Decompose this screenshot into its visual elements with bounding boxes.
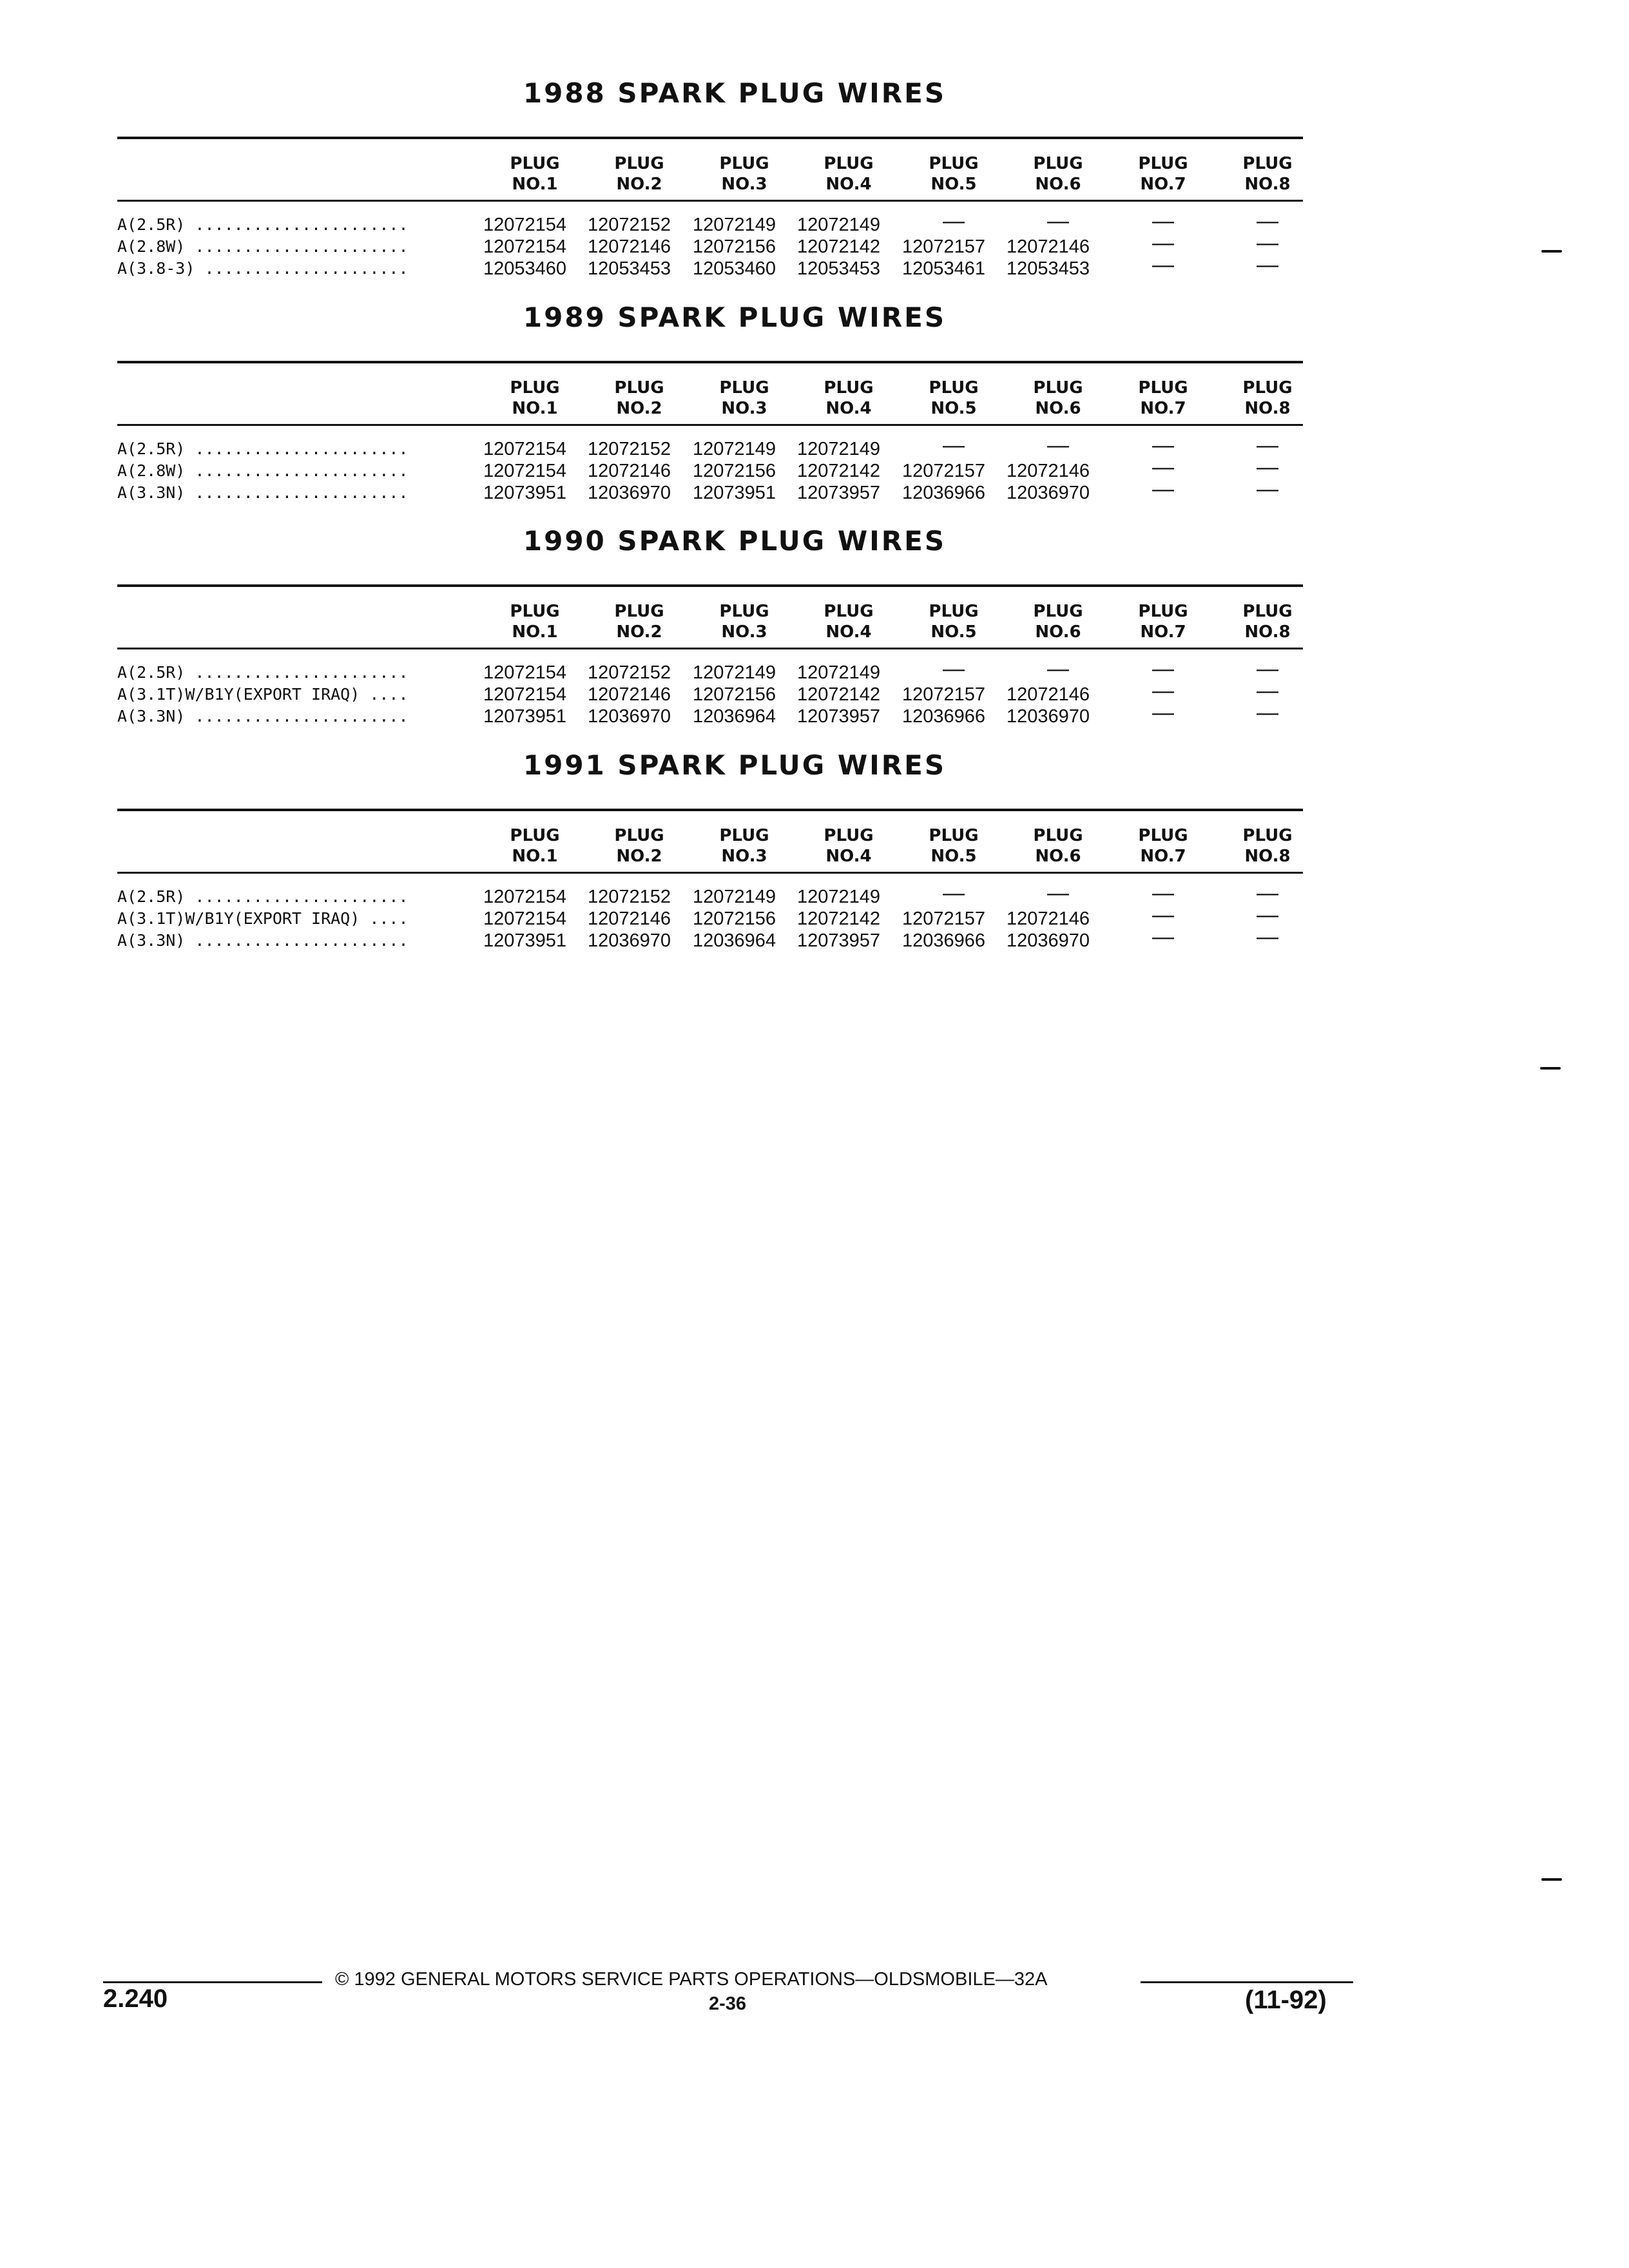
empty-cell: — [1257,477,1278,501]
part-number: 12072146 [1007,461,1090,481]
footer-page-number: 2-36 [709,1994,747,2014]
empty-cell: — [1257,903,1278,927]
column-header [594,601,684,642]
column-header [594,825,684,867]
empty-cell: — [1152,455,1174,479]
part-number: 12072146 [588,461,671,481]
column-header [909,378,999,419]
column-header-bottom: NO.1 [512,175,558,194]
row-label: A(2.5R) ...................... [117,215,409,234]
column-header-bottom: NO.8 [1244,399,1291,418]
column-header-bottom: NO.6 [1035,399,1081,418]
column-header [804,825,894,867]
empty-cell: — [1152,231,1174,255]
column-header-bottom: NO.6 [1035,622,1081,642]
part-number: 12072154 [483,215,567,235]
empty-cell: — [1257,433,1278,457]
part-number: 12036970 [588,483,671,503]
column-header-top: PLUG [824,826,874,845]
part-number: 12053461 [902,258,986,279]
footer-copyright: © 1992 GENERAL MOTORS SERVICE PARTS OPERATIONS—OLDSMOBILE—32A [335,1969,1048,1990]
column-header-top: PLUG [510,378,560,398]
column-header [909,153,999,195]
part-number: 12072156 [693,908,776,929]
row-label: A(2.5R) ...................... [117,663,409,682]
part-number: 12053460 [693,258,776,279]
part-number: 12073951 [483,930,567,951]
table-top-rule [117,137,1303,139]
empty-cell: — [1047,209,1069,233]
empty-cell: — [1152,881,1174,905]
part-number: 12072146 [588,908,671,929]
row-label: A(3.8-3) ..................... [117,259,409,278]
empty-cell: — [1047,881,1069,905]
column-header-top: PLUG [1033,602,1083,621]
column-header-top: PLUG [824,378,874,398]
column-header-bottom: NO.3 [721,399,767,418]
column-header-bottom: NO.1 [512,399,558,418]
footer-rule-right [1141,1981,1353,1983]
part-number: 12072152 [588,215,671,235]
column-header [490,153,580,195]
table-header-rule [117,424,1303,426]
column-header-bottom: NO.4 [825,847,872,866]
column-header-bottom: NO.2 [616,622,662,642]
column-header-top: PLUG [719,154,769,173]
part-number: 12072154 [483,236,567,257]
empty-cell: — [1152,477,1174,501]
column-header [699,378,789,419]
empty-cell: — [943,209,965,233]
part-number: 12072142 [797,236,881,257]
table-top-rule [117,361,1303,363]
column-header [699,601,789,642]
empty-cell: — [1152,903,1174,927]
part-number: 12072156 [693,684,776,705]
column-header-top: PLUG [929,602,979,621]
part-number: 12036970 [588,930,671,951]
empty-cell: — [943,881,965,905]
column-header [1118,378,1208,419]
part-number: 12072154 [483,684,567,705]
table-header-rule [117,872,1303,874]
part-number: 12072149 [797,887,881,907]
column-header-top: PLUG [510,154,560,173]
column-header-bottom: NO.5 [930,847,977,866]
row-label: A(3.3N) ...................... [117,931,409,950]
part-number: 12036966 [902,706,986,727]
column-header-bottom: NO.5 [930,175,977,194]
section-title: 1990 SPARK PLUG WIRES [523,525,947,557]
part-number: 12072154 [483,908,567,929]
column-header-bottom: NO.7 [1140,847,1186,866]
column-header-top: PLUG [929,154,979,173]
section-title: 1988 SPARK PLUG WIRES [523,77,947,109]
empty-cell: — [1257,209,1278,233]
empty-cell: — [1257,700,1278,725]
empty-cell: — [1152,925,1174,949]
column-header-bottom: NO.7 [1140,622,1186,642]
column-header-top: PLUG [1242,154,1293,173]
part-number: 12072146 [588,684,671,705]
column-header-bottom: NO.4 [825,622,872,642]
empty-cell: — [1257,925,1278,949]
part-number: 12036964 [693,930,776,951]
section-title: 1991 SPARK PLUG WIRES [523,749,947,781]
empty-cell: — [943,433,965,457]
part-number: 12073957 [797,706,881,727]
part-number: 12072156 [693,236,776,257]
part-number: 12053453 [797,258,881,279]
empty-cell: — [1257,231,1278,255]
column-header [804,601,894,642]
column-header-top: PLUG [614,378,664,398]
column-header-top: PLUG [510,602,560,621]
empty-cell: — [1257,657,1278,681]
part-number: 12036970 [1007,930,1090,951]
part-number: 12072157 [902,461,986,481]
column-header-bottom: NO.3 [721,175,767,194]
column-header [594,153,684,195]
column-header [1118,153,1208,195]
empty-cell: — [1152,657,1174,681]
row-label: A(3.3N) ...................... [117,707,409,726]
column-header-bottom: NO.3 [721,847,767,866]
column-header-bottom: NO.8 [1244,847,1291,866]
column-header-bottom: NO.6 [1035,175,1081,194]
part-number: 12053460 [483,258,567,279]
column-header-top: PLUG [1138,154,1188,173]
part-number: 12053453 [1007,258,1090,279]
part-number: 12072152 [588,662,671,683]
column-header-top: PLUG [1138,826,1188,845]
column-header [1118,601,1208,642]
part-number: 12072152 [588,439,671,459]
empty-cell: — [1047,433,1069,457]
column-header-top: PLUG [1138,602,1188,621]
column-header-top: PLUG [1138,378,1188,398]
part-number: 12072157 [902,236,986,257]
part-number: 12036966 [902,483,986,503]
column-header [1222,378,1313,419]
column-header-bottom: NO.5 [930,399,977,418]
part-number: 12072156 [693,461,776,481]
column-header-top: PLUG [510,826,560,845]
column-header [699,153,789,195]
column-header-bottom: NO.4 [825,175,872,194]
column-header-top: PLUG [614,154,664,173]
column-header [1222,601,1313,642]
column-header-top: PLUG [1242,602,1293,621]
empty-cell: — [1152,678,1174,703]
part-number: 12072146 [1007,684,1090,705]
table-top-rule [117,584,1303,587]
column-header-top: PLUG [824,602,874,621]
column-header [1013,378,1103,419]
empty-cell: — [1152,253,1174,277]
column-header-bottom: NO.2 [616,399,662,418]
part-number: 12072157 [902,908,986,929]
column-header-bottom: NO.7 [1140,399,1186,418]
row-label: A(3.1T)W/B1Y(EXPORT IRAQ) .... [117,909,409,928]
part-number: 12072146 [588,236,671,257]
column-header [1222,825,1313,867]
table-header-rule [117,200,1303,202]
column-header-bottom: NO.2 [616,175,662,194]
column-header [804,378,894,419]
column-header-top: PLUG [824,154,874,173]
column-header-top: PLUG [1033,154,1083,173]
empty-cell: — [1257,881,1278,905]
column-header-bottom: NO.7 [1140,175,1186,194]
margin-mark-2 [1540,1067,1561,1070]
column-header-top: PLUG [1033,378,1083,398]
empty-cell: — [943,657,965,681]
section-title: 1989 SPARK PLUG WIRES [523,302,947,333]
column-header [909,601,999,642]
part-number: 12072149 [693,662,776,683]
part-number: 12072142 [797,684,881,705]
column-header [1013,153,1103,195]
empty-cell: — [1047,657,1069,681]
column-header-top: PLUG [614,602,664,621]
column-header-top: PLUG [929,378,979,398]
margin-mark-3 [1541,1878,1562,1881]
part-number: 12072149 [693,215,776,235]
column-header-top: PLUG [614,826,664,845]
column-header-bottom: NO.4 [825,399,872,418]
column-header [1013,825,1103,867]
column-header [490,378,580,419]
column-header-bottom: NO.3 [721,622,767,642]
column-header [490,601,580,642]
column-header [1222,153,1313,195]
column-header-top: PLUG [719,378,769,398]
column-header-bottom: NO.5 [930,622,977,642]
column-header-bottom: NO.1 [512,622,558,642]
row-label: A(2.8W) ...................... [117,237,409,256]
footer-date-code: (11-92) [1245,1986,1327,2014]
column-header-top: PLUG [719,826,769,845]
margin-mark-1 [1541,250,1562,253]
empty-cell: — [1152,700,1174,725]
part-number: 12053453 [588,258,671,279]
footer-section-number: 2.240 [103,1984,168,2013]
row-label: A(2.8W) ...................... [117,461,409,480]
column-header-top: PLUG [719,602,769,621]
column-header [699,825,789,867]
column-header-bottom: NO.8 [1244,622,1291,642]
column-header-top: PLUG [929,826,979,845]
column-header-top: PLUG [1242,378,1293,398]
column-header [804,153,894,195]
part-number: 12036966 [902,930,986,951]
part-number: 12072149 [693,439,776,459]
part-number: 12072149 [693,887,776,907]
part-number: 12073951 [483,483,567,503]
part-number: 12072152 [588,887,671,907]
column-header [909,825,999,867]
part-number: 12073957 [797,483,881,503]
row-label: A(3.3N) ...................... [117,483,409,502]
table-top-rule [117,809,1303,811]
row-label: A(3.1T)W/B1Y(EXPORT IRAQ) .... [117,685,409,704]
column-header-bottom: NO.8 [1244,175,1291,194]
part-number: 12036970 [1007,706,1090,727]
column-header-bottom: NO.6 [1035,847,1081,866]
column-header-bottom: NO.2 [616,847,662,866]
part-number: 12072154 [483,439,567,459]
column-header [1013,601,1103,642]
part-number: 12073951 [693,483,776,503]
empty-cell: — [1257,455,1278,479]
column-header [490,825,580,867]
column-header [1118,825,1208,867]
empty-cell: — [1257,678,1278,703]
part-number: 12072146 [1007,236,1090,257]
part-number: 12073951 [483,706,567,727]
row-label: A(2.5R) ...................... [117,887,409,906]
part-number: 12073957 [797,930,881,951]
column-header-bottom: NO.1 [512,847,558,866]
column-header [594,378,684,419]
part-number: 12072149 [797,662,881,683]
part-number: 12036970 [588,706,671,727]
part-number: 12072149 [797,215,881,235]
part-number: 12072146 [1007,908,1090,929]
empty-cell: — [1257,253,1278,277]
footer-rule-left [103,1981,322,1983]
part-number: 12072154 [483,887,567,907]
empty-cell: — [1152,209,1174,233]
part-number: 12036970 [1007,483,1090,503]
part-number: 12072154 [483,461,567,481]
column-header-top: PLUG [1242,826,1293,845]
empty-cell: — [1152,433,1174,457]
part-number: 12036964 [693,706,776,727]
part-number: 12072157 [902,684,986,705]
part-number: 12072142 [797,908,881,929]
part-number: 12072149 [797,439,881,459]
table-header-rule [117,648,1303,649]
row-label: A(2.5R) ...................... [117,439,409,458]
part-number: 12072154 [483,662,567,683]
part-number: 12072142 [797,461,881,481]
column-header-top: PLUG [1033,826,1083,845]
